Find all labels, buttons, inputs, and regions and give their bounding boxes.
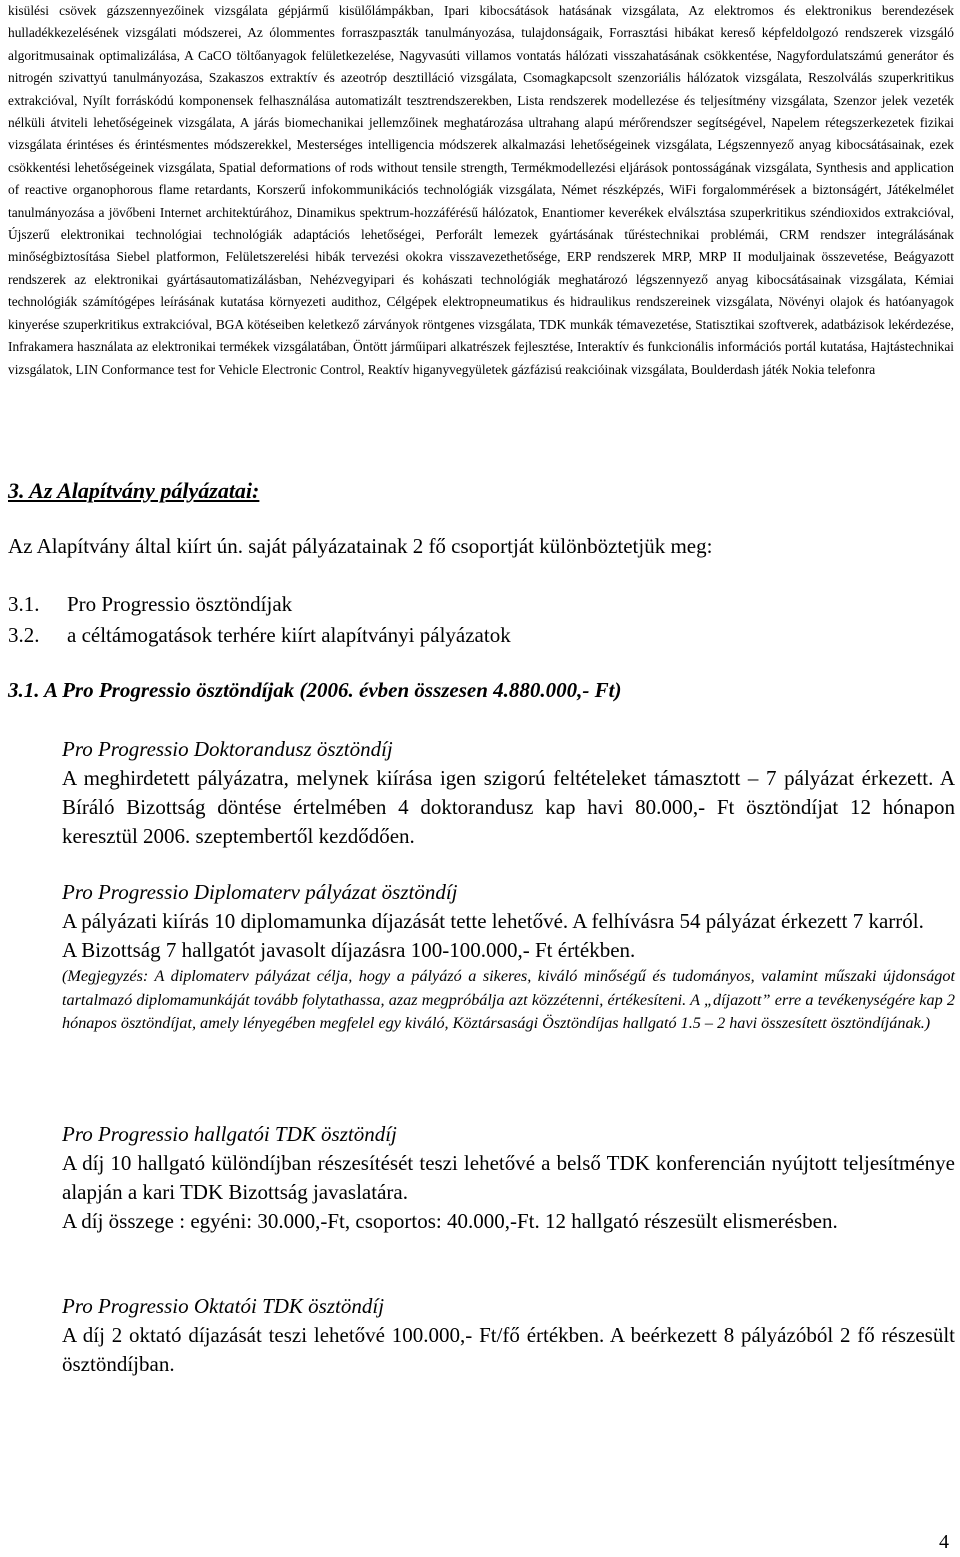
oktatoi-tdk-title: Pro Progressio Oktatói TDK ösztöndíj	[62, 1294, 385, 1318]
doktorandusz-title: Pro Progressio Doktorandusz ösztöndíj	[62, 737, 393, 761]
list-item-number: 3.1.	[8, 592, 40, 616]
list-item-text: Pro Progressio ösztöndíjak	[67, 592, 293, 616]
section-3-intro: Az Alapítvány által kiírt ún. saját pályázatainak 2 fő csoportját különböztetjük meg:	[8, 534, 713, 558]
list-item-number: 3.2.	[8, 623, 40, 647]
list-item	[8, 620, 511, 651]
oktatoi-tdk-block	[62, 1292, 955, 1379]
doktorandusz-text: A meghirdetett pályázatra, melynek kiírása igen szigorú feltételeket támasztott – 7 pályázat érkezett. A Bíráló Bizottság döntése értelmében 4 doktorandusz kap havi 80.000,- Ft ösztöndíjat 12 hónapon keresztül 2006. szeptembertől kezdődően.	[62, 766, 955, 848]
research-topics-paragraph: kisülési csövek gázszennyezőinek vizsgálata gépjármű kisülőlámpákban, Ipari kibocsátások hatásának vizsgálata, Az elektromos és elektronikus berendezések hulladékkezelésének vizsgálati módszerei, Az ólommentes forraszpaszták tanulmányozása, tulajdonságaik, Forrasztási hibákat kereső képfeldolgozó rendszerek vizsgáló algoritmusainak optimalizálása, A CaCO töltőanyagok felületkezelése, Nagyvasúti villamos vontatás hálózati visszahatásának csökkentése, Nagyfordulatszámú generátor és nitrogén szivattyú tanulmányozása, Szakaszos extraktív és azeotróp desztilláció vizsgálata, Csomagkapcsolt szenzoriális hálózatok vizsgálata, Reszolválás szuperkritikus extrakcióval, Nyílt forráskódú komponensek felhasználása automatizált tesztrendszerekben, Lista rendszerek modellezése és teljesítmény vizsgálata, Szenzor jelek vezeték nélküli átviteli lehetőségeinek vizsgálata, A járás biomechanikai jellemzőinek meghatározása ultrahang alapú mérőrendszer segítségével, Napelem rétegszerkezetek fizikai vizsgálata érintéses és érintésmentes módszerekkel, Mesterséges intelligencia módszerek alkalmazási lehetőségeinek vizsgálata, Légszennyező anyag kibocsátásainak, ezek csökkentési lehetőségeinek vizsgálata, Spatial deformations of rods without tensile strength, Termékmodellezési eljárások pontosságának vizsgálata, Synthesis and application of reactive organophorous flame retardants, Korszerű infokommunikációs technológiák vizsgálata, Német részképzés, WiFi forgalommérések a biztonságért, Játékelmélet tanulmányozása a jövőbeni Internet architektúrához, Dinamikus spektrum-hozzáférésű hálózatok, Enantiomer keverékek elválsztása szuperkritikus széndioxidos extrakcióval, Újszerű elektronikai technológiai technológiák adaptációs lehetőségei, Perforált lemezek gyártásának tűréstechnikai problémái, CRM rendszer integrálásának minőségbiztosítása Siebel platformon, Felületszerelési hibák tervezési okokra visszavezethetősége, ERP rendszerek MRP, MRP II moduljainak összevetése, Beágyazott rendszerek az elektronikai gyártásautomatizálásban, Nehézvegyipari és kohászati technológiák meghatározó légszennyező anyag kibocsátásainak vizsgálata, Kémiai technológiák számítógépes leírásának kutatása környezeti audithoz, Célgépek elektropneumatikus és hidraulikus rendszereinek vizsgálata, Növényi olajok és hatóanyagok kinyerése szuperkritikus extrakcióval, BGA kötéseiben keletkező zárványok röntgenes vizsgálata, TDK munkák témavezetése, Statisztikai szoftverek, adatbázisok lekérdezése, Infrakamera használata az elektronikai termékek vizsgálatában, Öntött járműipari alkatrészek fejlesztése, Interaktív és funkcionális információs portál kutatása, Hajtástechnikai vizsgálatok, LIN Conformance test for Vehicle Electronic Control, Reaktív higanyvegyületek gázfázisú reakcióinak vizsgálata, Boulderdash játék Nokia telefonra	[8, 3, 954, 377]
list-item-text: a céltámogatások terhére kiírt alapítványi pályázatok	[67, 623, 511, 647]
hallgatoi-tdk-title: Pro Progressio hallgatói TDK ösztöndíj	[62, 1122, 397, 1146]
diplomaterv-text-2: A Bizottság 7 hallgatót javasolt díjazásra 100-100.000,- Ft értékben.	[62, 938, 636, 962]
hallgatoi-tdk-text-1: A díj 10 hallgató különdíjban részesítését teszi lehetővé a belső TDK konferencián nyújtott teljesítménye alapján a kari TDK Bizottság javaslatára.	[62, 1151, 955, 1204]
section-3-list	[8, 589, 511, 651]
diplomaterv-note: (Megjegyzés: A diplomaterv pályázat célja, hogy a pályázó a sikeres, kiváló minőségű és tudományos, valamint műszaki újdonságot tartalmazó diplomamunkáját tovább folytathassa, azaz megpróbálja azt közzétenni, értékesíteni. A „díjazott” erre a tevékenységére kap 2 hónapos ösztöndíjat, amely lényegében megfelel egy kiváló, Köztársasági Ösztöndíjas hallgató 1.5 – 2 havi összesített ösztöndíjának.)	[62, 967, 955, 1032]
hallgatoi-tdk-block	[62, 1120, 955, 1236]
oktatoi-tdk-text: A díj 2 oktató díjazását teszi lehetővé 100.000,- Ft/fő értékben. A beérkezett 8 pályázóból 2 fő részesült ösztöndíjban.	[62, 1323, 955, 1376]
section-3-1-heading: 3.1. A Pro Progressio ösztöndíjak (2006. évben összesen 4.880.000,- Ft)	[8, 678, 622, 702]
page-number: 4	[939, 1531, 949, 1553]
list-item	[8, 589, 511, 620]
section-3-heading: 3. Az Alapítvány pályázatai:	[8, 478, 260, 503]
doktorandusz-block	[62, 735, 955, 851]
diplomaterv-block	[62, 878, 955, 1036]
diplomaterv-title: Pro Progressio Diplomaterv pályázat ösztöndíj	[62, 880, 458, 904]
diplomaterv-text-1: A pályázati kiírás 10 diplomamunka díjazását tette lehetővé. A felhívásra 54 pályázat érkezett 7 karról.	[62, 909, 924, 933]
hallgatoi-tdk-text-2: A díj összege : egyéni: 30.000,-Ft, csoportos: 40.000,-Ft. 12 hallgató részesült elismerésben.	[62, 1209, 838, 1233]
